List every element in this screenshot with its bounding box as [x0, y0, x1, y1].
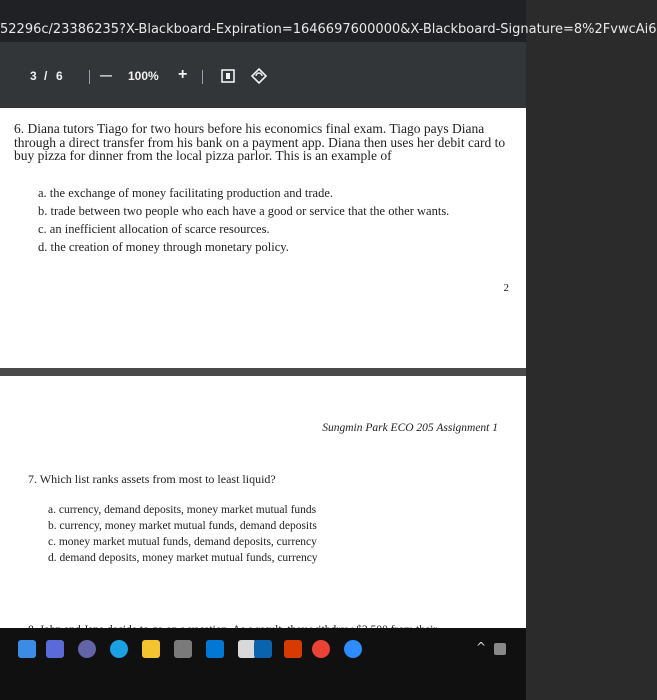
toolbar-divider	[89, 70, 90, 84]
option-d: d. demand deposits, money market mutual funds, currency	[48, 552, 318, 564]
pdf-viewport[interactable]	[0, 108, 526, 628]
url-text: 52296c/23386235?X-Blackboard-Expiration=1646697600000&X-Blackboard-Signature=8%2FvwcAi6	[0, 22, 657, 37]
zoom-level-input[interactable]: 100%	[128, 69, 159, 83]
question-6: 6. Diana tutors Tiago for two hours before his economics final exam. Tiago pays Diana through a direct transfer from his bank on a payment app. Diana then uses her debit card to buy pizza for dinner from the local pizza parlor. This is an example of	[14, 121, 506, 163]
page-separator: /	[44, 69, 48, 83]
edge-icon[interactable]	[110, 640, 128, 658]
rotate-icon[interactable]	[250, 67, 268, 90]
option-d: d. the creation of money through monetary policy.	[38, 240, 289, 254]
task-view-icon[interactable]	[78, 640, 96, 658]
question-7-options	[48, 502, 318, 566]
option-b: b. currency, money market mutual funds, demand deposits	[48, 520, 317, 532]
pdf-toolbar	[0, 42, 526, 108]
pdf-page	[0, 108, 526, 368]
page-header: Sungmin Park ECO 205 Assignment 1	[322, 422, 498, 434]
toolbar-divider	[202, 70, 203, 84]
pdf-page	[0, 376, 526, 628]
option-c: c. an inefficient allocation of scarce resources.	[38, 222, 270, 236]
teams-icon[interactable]	[46, 640, 64, 658]
outlook-icon[interactable]	[254, 640, 272, 658]
page-number: 2	[503, 282, 509, 294]
tray-app-icon[interactable]	[494, 643, 506, 655]
address-bar[interactable]	[0, 0, 657, 42]
question-6-options	[38, 184, 449, 256]
page-current-input[interactable]: 3	[30, 69, 37, 83]
chrome-icon[interactable]	[312, 640, 330, 658]
taskbar	[0, 628, 526, 700]
office-icon[interactable]	[284, 640, 302, 658]
calculator-icon[interactable]	[174, 640, 192, 658]
question-7: 7. Which list ranks assets from most to least liquid?	[28, 472, 276, 486]
mail-icon[interactable]	[206, 640, 224, 658]
fit-page-icon[interactable]	[220, 68, 236, 89]
option-a: a. the exchange of money facilitating production and trade.	[38, 186, 334, 200]
option-b: b. trade between two people who each have a good or service that the other wants.	[38, 204, 450, 218]
file-explorer-icon[interactable]	[142, 640, 160, 658]
zoom-icon[interactable]	[344, 640, 362, 658]
zoom-in-button[interactable]: +	[178, 66, 188, 83]
zoom-out-button[interactable]: —	[100, 68, 112, 82]
option-a: a. currency, demand deposits, money market mutual funds	[48, 504, 317, 516]
page-total: 6	[56, 69, 63, 83]
option-c: c. money market mutual funds, demand deposits, currency	[48, 536, 317, 548]
tray-arrow-icon[interactable]: ^	[476, 640, 487, 654]
start-icon[interactable]	[18, 640, 36, 658]
